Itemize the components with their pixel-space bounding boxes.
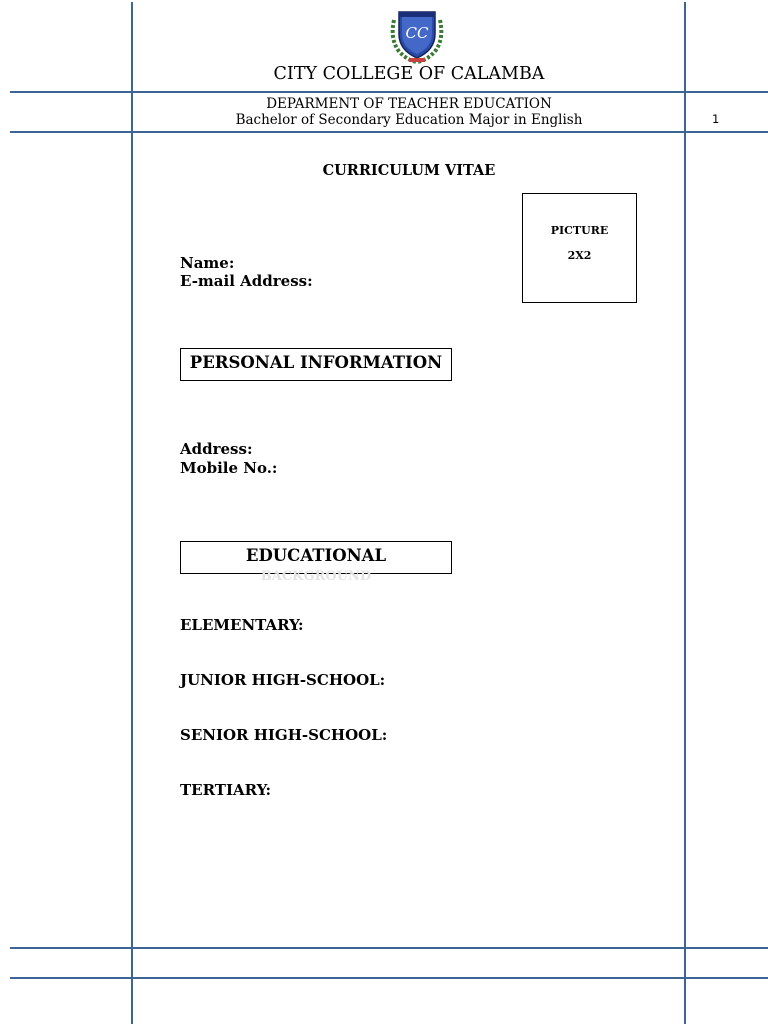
email-label: E-mail Address: <box>180 272 313 290</box>
department-name: DEPARMENT OF TEACHER EDUCATION <box>266 96 552 112</box>
name-label: Name: <box>180 254 235 272</box>
tertiary-label: TERTIARY: <box>180 781 272 799</box>
picture-placeholder <box>522 193 637 303</box>
picture-label: PICTURE <box>550 224 609 237</box>
address-label: Address: <box>180 440 253 458</box>
header-rule-top <box>10 91 768 93</box>
footer-rule-top <box>10 947 768 949</box>
personal-information-heading <box>180 348 452 381</box>
picture-size-label: 2X2 <box>567 249 592 262</box>
educational-heading-line1: EDUCATIONAL <box>245 546 387 565</box>
elementary-label: ELEMENTARY: <box>180 616 304 634</box>
footer-rule-bottom <box>10 977 768 979</box>
junior-high-label: JUNIOR HIGH-SCHOOL: <box>180 671 386 689</box>
program-name: Bachelor of Secondary Education Major in English <box>235 112 583 128</box>
header-rule-bottom <box>10 131 768 133</box>
svg-text:CC: CC <box>405 24 429 42</box>
document-title: CURRICULUM VITAE <box>322 162 496 179</box>
left-margin-rule <box>131 2 133 1024</box>
right-margin-rule <box>684 2 686 1024</box>
senior-high-label: SENIOR HIGH-SCHOOL: <box>180 726 388 744</box>
personal-information-heading-text: PERSONAL INFORMATION <box>189 353 443 372</box>
college-crest-icon <box>388 8 446 64</box>
educational-heading-line2: BACKGROUND <box>260 569 372 584</box>
page-number: 1 <box>712 112 720 126</box>
college-name: CITY COLLEGE OF CALAMBA <box>273 64 545 84</box>
mobile-label: Mobile No.: <box>180 459 278 477</box>
educational-background-heading <box>180 541 452 584</box>
